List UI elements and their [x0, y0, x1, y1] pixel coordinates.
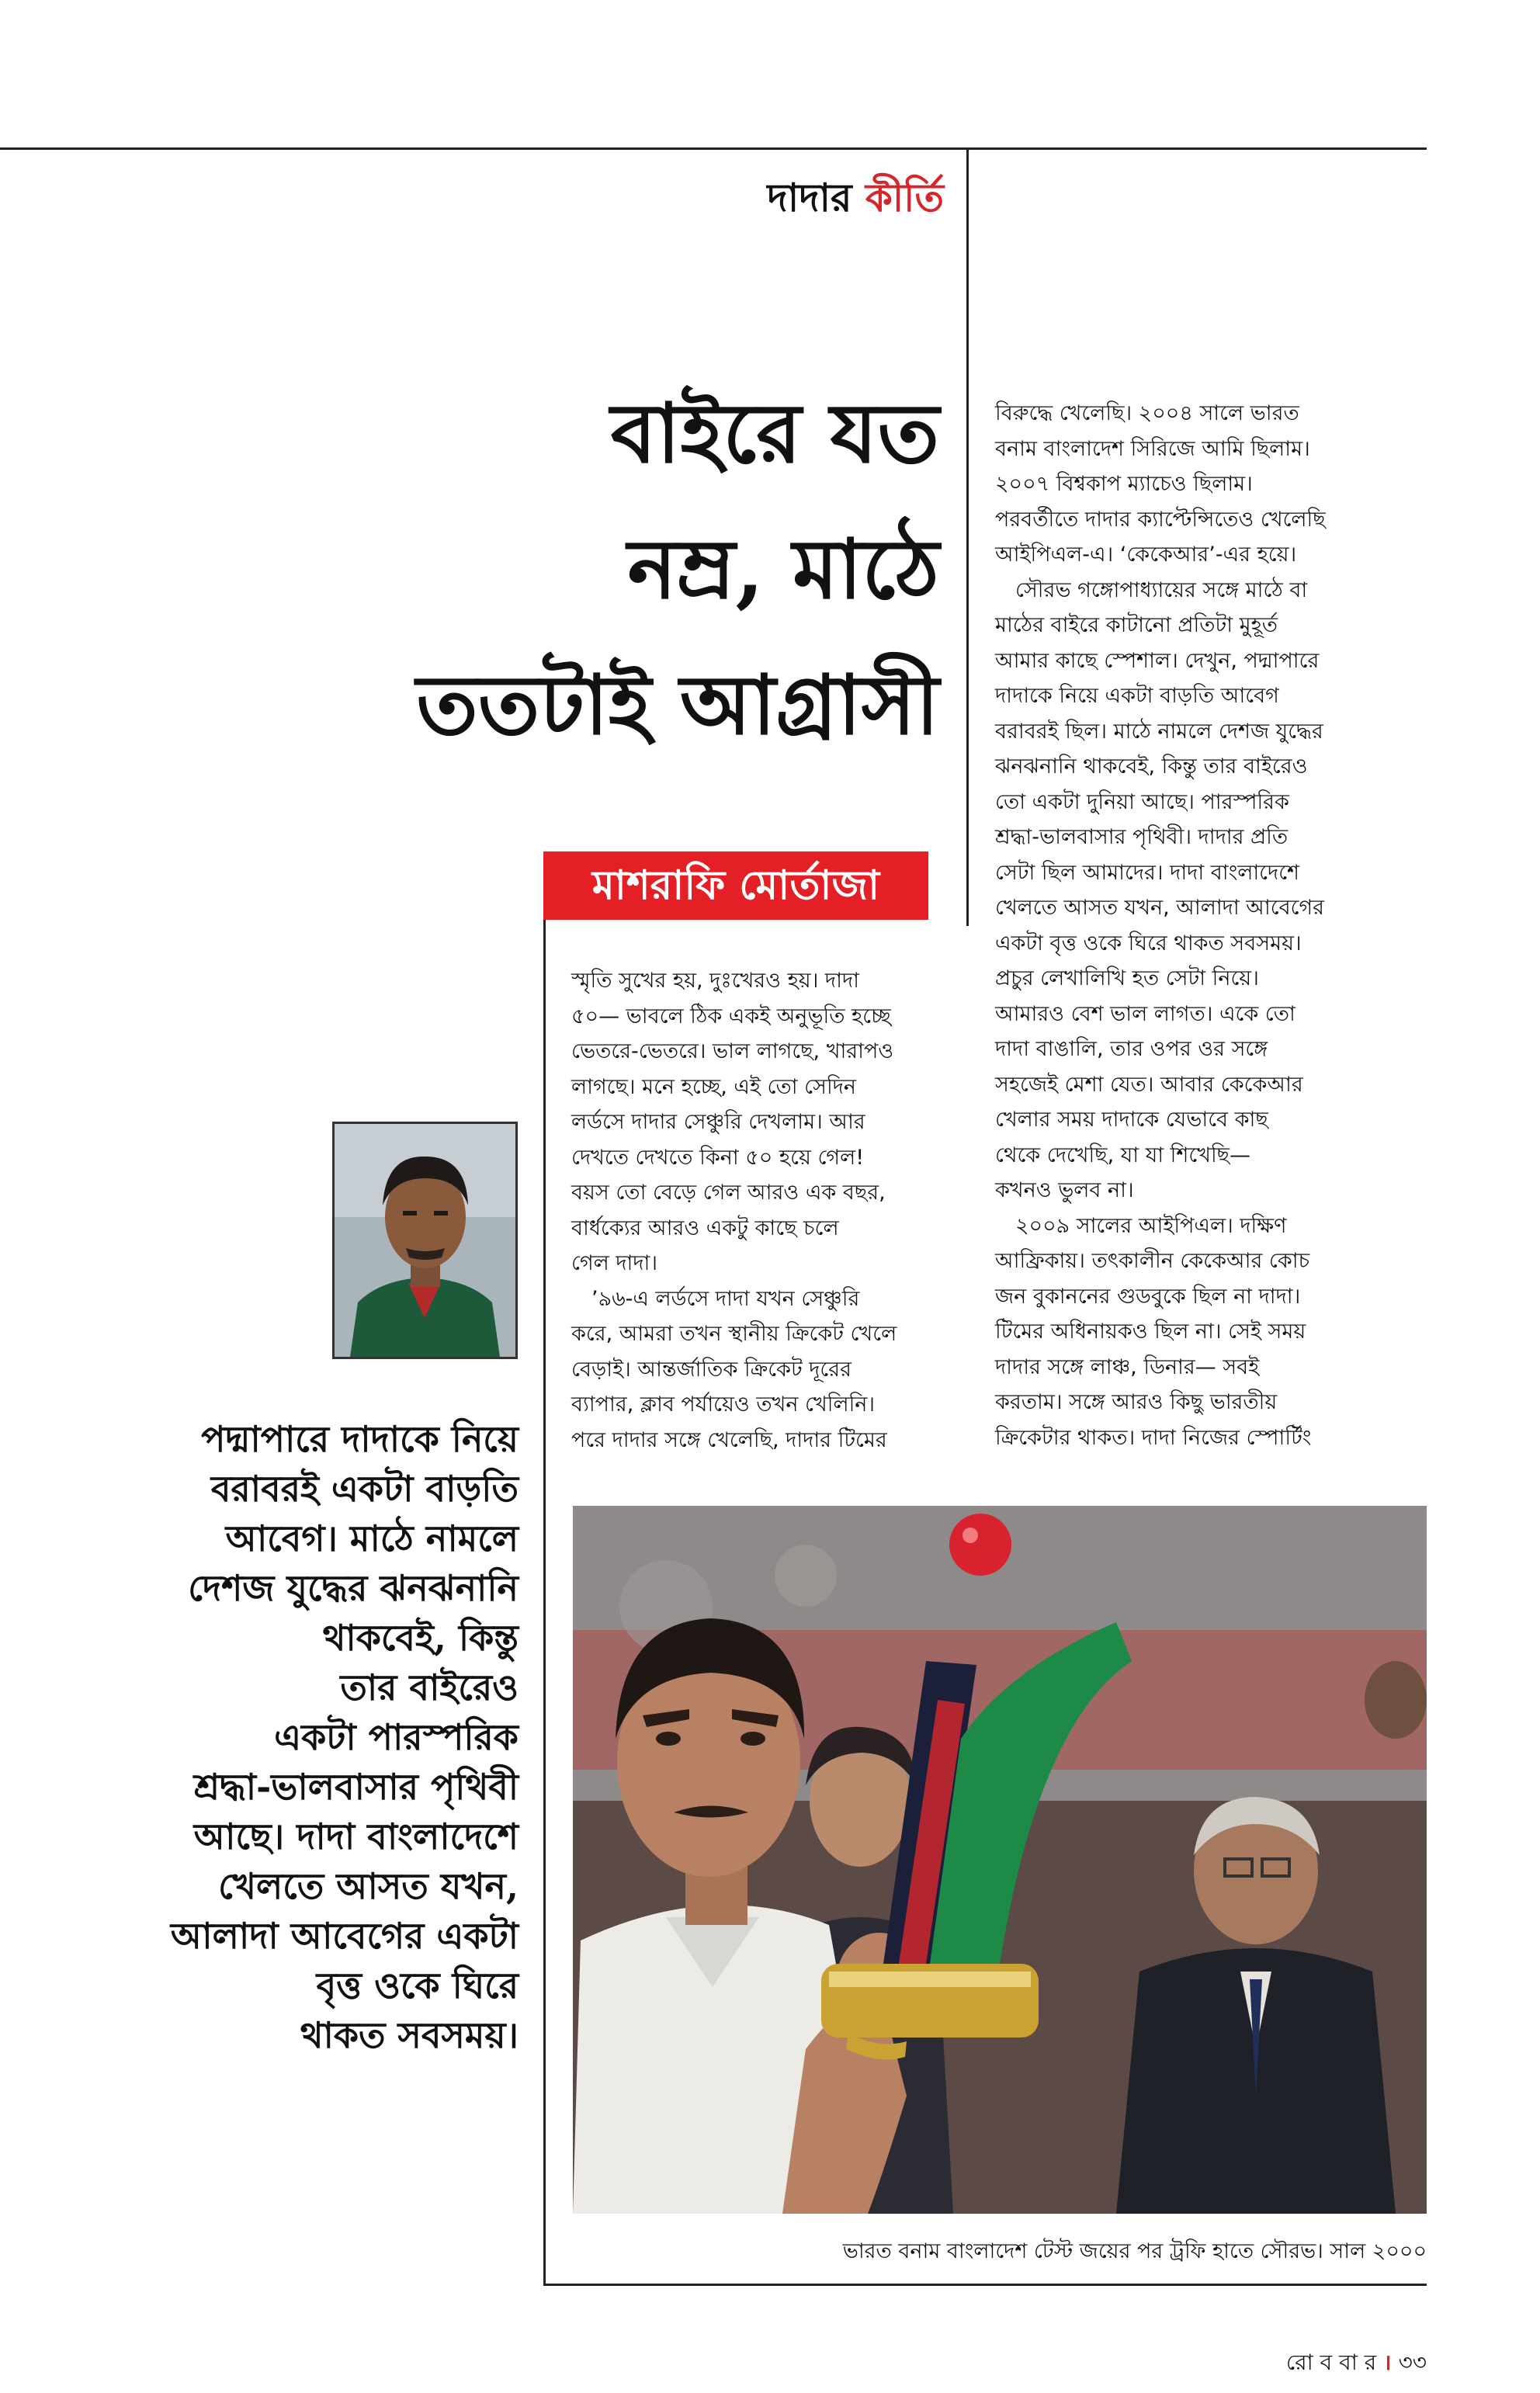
portrait-illustration	[335, 1124, 515, 1357]
text-line: বনাম বাংলাদেশ সিরিজে আমি ছিলাম।	[995, 436, 1310, 461]
text-line: পরবর্তীতে দাদার ক্যাপ্টেন্সিতেও খেলেছি	[995, 507, 1326, 532]
text-line: বয়স তো বেড়ে গেল আরও এক বছর,	[571, 1181, 886, 1205]
bottom-rule	[543, 2284, 1427, 2286]
section-label	[699, 169, 944, 234]
headline	[116, 365, 939, 772]
text-line: ২০০৯ সালের আইপিএল। দক্ষিণ	[1015, 1213, 1287, 1238]
text-line: বার্ধক্যের আরও একটু কাছে চলে	[571, 1216, 839, 1240]
text-line: জন বুকাননের গুডবুকে ছিল না দাদা।	[995, 1284, 1301, 1309]
text-line: প্রচুর লেখালিখি হত সেটা নিয়ে।	[995, 966, 1259, 990]
section-prefix: দাদার	[767, 175, 852, 220]
author-byline: মাশরাফি মোর্তাজা	[543, 851, 928, 920]
text-line: গেল দাদা।	[571, 1251, 658, 1275]
text-line: বরাবরই ছিল। মাঠে নামলে দেশজ যুদ্ধের	[995, 719, 1323, 744]
quote-line: পদ্মাপারে দাদাকে নিয়ে	[201, 1418, 519, 1460]
text-line: করে, আমরা তখন স্থানীয় ক্রিকেট খেলে	[571, 1322, 897, 1346]
section-highlight: কীর্তি	[865, 175, 944, 220]
page-footer	[1087, 2346, 1427, 2382]
text-line: দাদাকে নিয়ে একটা বাড়তি আবেগ	[995, 684, 1279, 708]
quote-line: আবেগ। মাঠে নামলে	[225, 1517, 519, 1559]
text-line: বিরুদ্ধে খেলেছি। ২০০৪ সালে ভারত	[995, 401, 1299, 425]
text-line: একটা বৃত্ত ওকে ঘিরে থাকত সবসময়।	[995, 931, 1302, 955]
text-line: সৌরভ গঙ্গোপাধ্যায়ের সঙ্গে মাঠে বা	[1015, 577, 1308, 602]
text-line: তো একটা দুনিয়া আছে। পারস্পরিক	[995, 789, 1289, 814]
quote-line: আছে। দাদা বাংলাদেশে	[193, 1816, 519, 1857]
quote-line: তার বাইরেও	[340, 1666, 519, 1708]
text-line: ভেতরে-ভেতরে। ভাল লাগছে, খারাপও	[571, 1039, 894, 1063]
page-number: ৩৩	[1398, 2350, 1427, 2375]
text-line: বেড়াই। আন্তর্জাতিক ক্রিকেট দূরের	[571, 1357, 852, 1382]
text-line: স্মৃতি সুখের হয়, দুঃখেরও হয়। দাদা	[571, 969, 859, 993]
text-line: টিমের অধিনায়কও ছিল না। সেই সময়	[995, 1320, 1306, 1344]
text-line: শ্রদ্ধা-ভালবাসার পৃথিবী। দাদার প্রতি	[995, 825, 1289, 849]
text-line: লাগছে। মনে হচ্ছে, এই তো সেদিন	[571, 1074, 856, 1099]
text-line: আফ্রিকায়। তৎকালীন কেকেআর কোচ	[995, 1249, 1310, 1273]
trophy-photo-illustration	[573, 1506, 1427, 2214]
text-line: খেলতে আসত যখন, আলাদা আবেগের	[995, 896, 1325, 920]
text-line: দাদার সঙ্গে লাঞ্চ, ডিনার— সবই	[995, 1354, 1260, 1379]
text-line: দেখতে দেখতে কিনা ৫০ হয়ে গেল!	[571, 1145, 865, 1170]
quote-line: বৃত্ত ওকে ঘিরে	[316, 1965, 519, 2006]
text-line: আমার কাছে স্পেশাল। দেখুন, পদ্মাপারে	[995, 648, 1320, 673]
text-line: ব্যাপার, ক্লাব পর্যায়েও তখন খেলিনি।	[571, 1392, 876, 1417]
quote-line: দেশজ যুদ্ধের ঝনঝনানি	[188, 1567, 519, 1609]
text-line: আমারও বেশ ভাল লাগত। একে তো	[995, 1001, 1295, 1026]
text-line: ’৯৬-এ লর্ডসে দাদা যখন সেঞ্চুরি	[591, 1286, 860, 1311]
pull-quote	[116, 1414, 519, 2060]
quote-line: থাকবেই, কিন্তু	[322, 1617, 519, 1659]
quote-line: শ্রদ্ধা-ভালবাসার পৃথিবী	[193, 1766, 519, 1808]
footer-separator: ।	[1383, 2350, 1392, 2375]
text-line: দাদা বাঙালি, তার ওপর ওর সঙ্গে	[995, 1037, 1268, 1061]
top-rule	[0, 147, 1427, 150]
text-line: ক্রিকেটার থাকত। দাদা নিজের স্পোর্টিং	[995, 1425, 1312, 1450]
magazine-name: রো ব বা র	[1285, 2350, 1377, 2375]
author-portrait	[332, 1122, 518, 1359]
quote-line: আলাদা আবেগের একটা	[170, 1915, 519, 1957]
text-line: পরে দাদার সঙ্গে খেলেছি, দাদার টিমের	[571, 1427, 887, 1452]
text-line: মাঠের বাইরে কাটানো প্রতিটা মুহূর্ত	[995, 613, 1278, 637]
text-line: কখনও ভুলব না।	[995, 1178, 1134, 1202]
text-line: ৫০— ভাবলে ঠিক একই অনুভূতি হচ্ছে	[571, 1004, 891, 1028]
headline-line: বাইরে যত	[610, 384, 939, 481]
quote-line: খেলতে আসত যখন,	[218, 1865, 519, 1907]
text-line: সেটা ছিল আমাদের। দাদা বাংলাদেশে	[995, 860, 1300, 885]
text-line: ২০০৭ বিশ্বকাপ ম্যাচেও ছিলাম।	[995, 472, 1253, 496]
headline-line: নম্র, মাঠে	[627, 520, 939, 617]
text-line: ঝনঝনানি থাকবেই, কিন্তু তার বাইরেও	[995, 754, 1308, 779]
quote-line: থাকত সবসময়।	[300, 2014, 519, 2056]
vertical-divider-right	[966, 147, 969, 926]
quote-line: একটা পারস্পরিক	[274, 1716, 519, 1758]
article-column-left	[571, 963, 959, 1458]
text-line: লর্ডসে দাদার সেঞ্চুরি দেখলাম। আর	[571, 1110, 865, 1134]
text-line: খেলার সময় দাদাকে যেভাবে কাছ	[995, 1108, 1268, 1132]
vertical-divider-left	[543, 920, 546, 2286]
headline-line: ততটাই আগ্রাসী	[416, 656, 939, 753]
quote-line: বরাবরই একটা বাড়তি	[210, 1468, 519, 1510]
text-line: আইপিএল-এ। ‘কেকেআর’-এর হয়ে।	[995, 543, 1297, 567]
article-column-right	[995, 396, 1427, 1455]
text-line: করতাম। সঙ্গে আরও কিছু ভারতীয়	[995, 1390, 1278, 1414]
photo-caption: ভারত বনাম বাংলাদেশ টেস্ট জয়ের পর ট্রফি হাতে সৌরভ। সাল ২০০০	[842, 2239, 1427, 2263]
text-line: থেকে দেখেছি, যা যা শিখেছি—	[995, 1143, 1251, 1167]
trophy-photo	[573, 1506, 1427, 2214]
text-line: সহজেই মেশা যেত। আবার কেকেআর	[995, 1072, 1303, 1097]
